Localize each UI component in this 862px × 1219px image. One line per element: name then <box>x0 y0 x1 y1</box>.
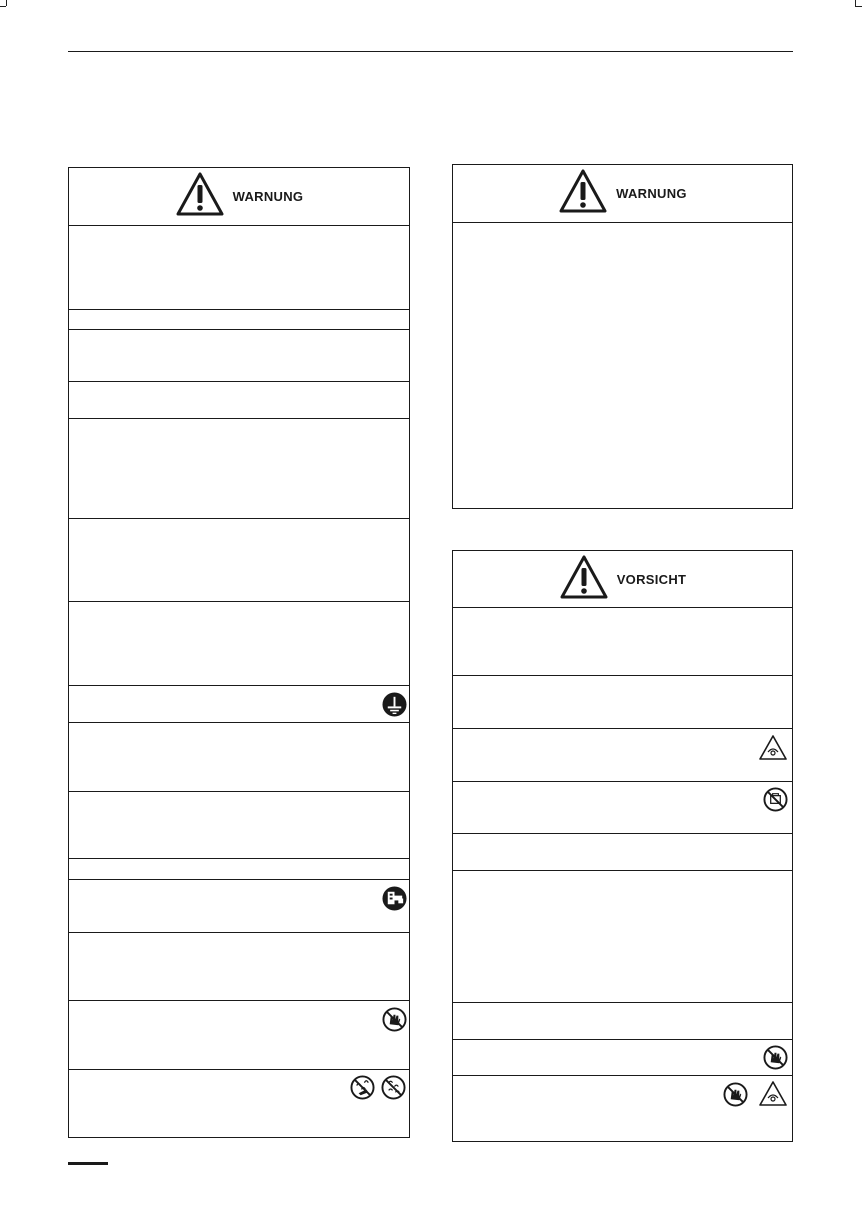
warning-row <box>69 419 409 519</box>
panel-title: WARNUNG <box>232 189 304 204</box>
caution-triangle-icon <box>758 1080 788 1107</box>
no-disassemble-icon <box>763 787 788 812</box>
crop-mark-top-left <box>0 6 6 7</box>
warning-row <box>69 859 409 880</box>
header-rule <box>68 51 793 52</box>
caution-panel-right <box>452 550 793 1142</box>
crop-mark-top-left-vertical <box>6 0 7 6</box>
caution-row <box>453 1076 792 1143</box>
warning-row <box>69 382 409 419</box>
caution-row <box>453 608 792 676</box>
crop-mark-top-right-vertical <box>855 0 856 6</box>
caution-row <box>453 871 792 1003</box>
panel-header <box>453 165 792 223</box>
panel-title: VORSICHT <box>616 571 687 587</box>
caution-row <box>453 834 792 871</box>
caution-row <box>453 729 792 782</box>
warning-row <box>453 223 792 508</box>
caution-row <box>453 1003 792 1040</box>
warning-row <box>69 880 409 933</box>
warning-row <box>69 933 409 1001</box>
warning-row <box>69 1070 409 1134</box>
no-touch-icon <box>723 1082 748 1107</box>
panel-header <box>69 168 409 226</box>
warning-row <box>69 686 409 723</box>
footer-rule <box>68 1162 108 1165</box>
warning-row <box>69 602 409 686</box>
warning-row <box>69 310 409 330</box>
warning-row <box>69 519 409 602</box>
caution-triangle-icon <box>758 734 788 761</box>
no-water-icon <box>381 1075 406 1100</box>
warning-row <box>69 226 409 310</box>
caution-row <box>453 1040 792 1076</box>
crop-mark-top-right <box>855 6 862 7</box>
no-touch-icon <box>382 1007 407 1032</box>
warning-panel-right <box>452 164 793 509</box>
warning-triangle-icon <box>175 171 225 222</box>
panel-header <box>453 551 792 608</box>
warning-triangle-icon <box>559 554 609 605</box>
warning-panel-left <box>68 167 410 1138</box>
caution-row <box>453 782 792 834</box>
no-wet-hands-icon <box>350 1075 375 1100</box>
caution-row <box>453 676 792 729</box>
no-touch-icon <box>763 1045 788 1070</box>
unplug-power-icon <box>382 886 407 911</box>
warning-row <box>69 723 409 792</box>
warning-row <box>69 330 409 382</box>
earth-ground-icon <box>382 692 407 717</box>
warning-triangle-icon <box>558 168 608 219</box>
warning-row <box>69 792 409 859</box>
warning-row <box>69 1001 409 1070</box>
panel-title: WARNUNG <box>616 186 687 201</box>
